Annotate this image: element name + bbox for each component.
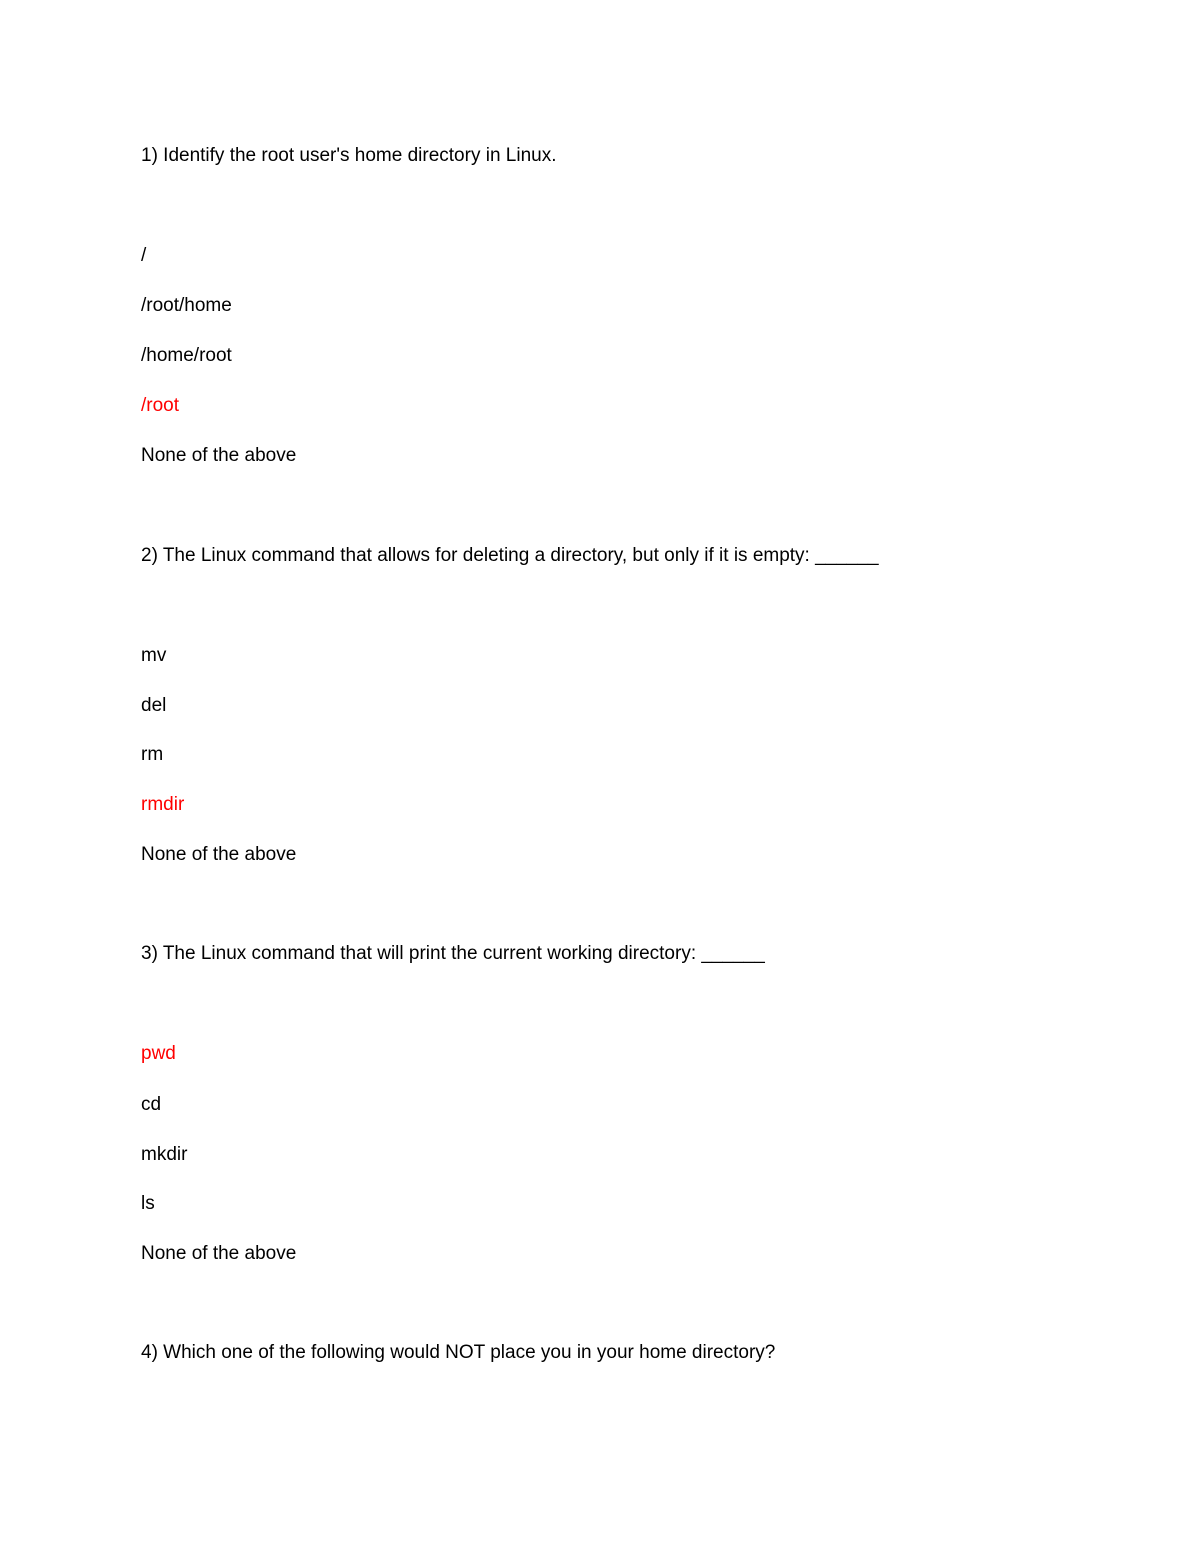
- question-2-option-c: rm: [141, 744, 164, 765]
- question-1-prompt: 1) Identify the root user's home directory in Linux.: [141, 145, 557, 166]
- question-3-option-c: mkdir: [141, 1144, 188, 1165]
- question-4-prompt: 4) Which one of the following would NOT place you in your home directory?: [141, 1342, 776, 1363]
- question-2-prompt: 2) The Linux command that allows for deleting a directory, but only if it is empty: ______: [141, 545, 879, 566]
- question-2-option-a: mv: [141, 645, 167, 666]
- question-2-option-b: del: [141, 695, 167, 716]
- question-1-option-a: /: [141, 245, 147, 266]
- question-3-option-b: cd: [141, 1094, 162, 1115]
- question-3-option-e: None of the above: [141, 1243, 297, 1264]
- question-3-prompt: 3) The Linux command that will print the current working directory: ______: [141, 943, 765, 964]
- question-3-option-a-answer: pwd: [141, 1043, 176, 1064]
- question-1-option-d-answer: /root: [141, 395, 180, 416]
- question-2-option-e: None of the above: [141, 844, 297, 865]
- question-3-option-d: ls: [141, 1193, 155, 1214]
- question-1-option-e: None of the above: [141, 445, 297, 466]
- question-2-option-d-answer: rmdir: [141, 794, 185, 815]
- question-1-option-c: /home/root: [141, 345, 232, 366]
- question-1-option-b: /root/home: [141, 295, 232, 316]
